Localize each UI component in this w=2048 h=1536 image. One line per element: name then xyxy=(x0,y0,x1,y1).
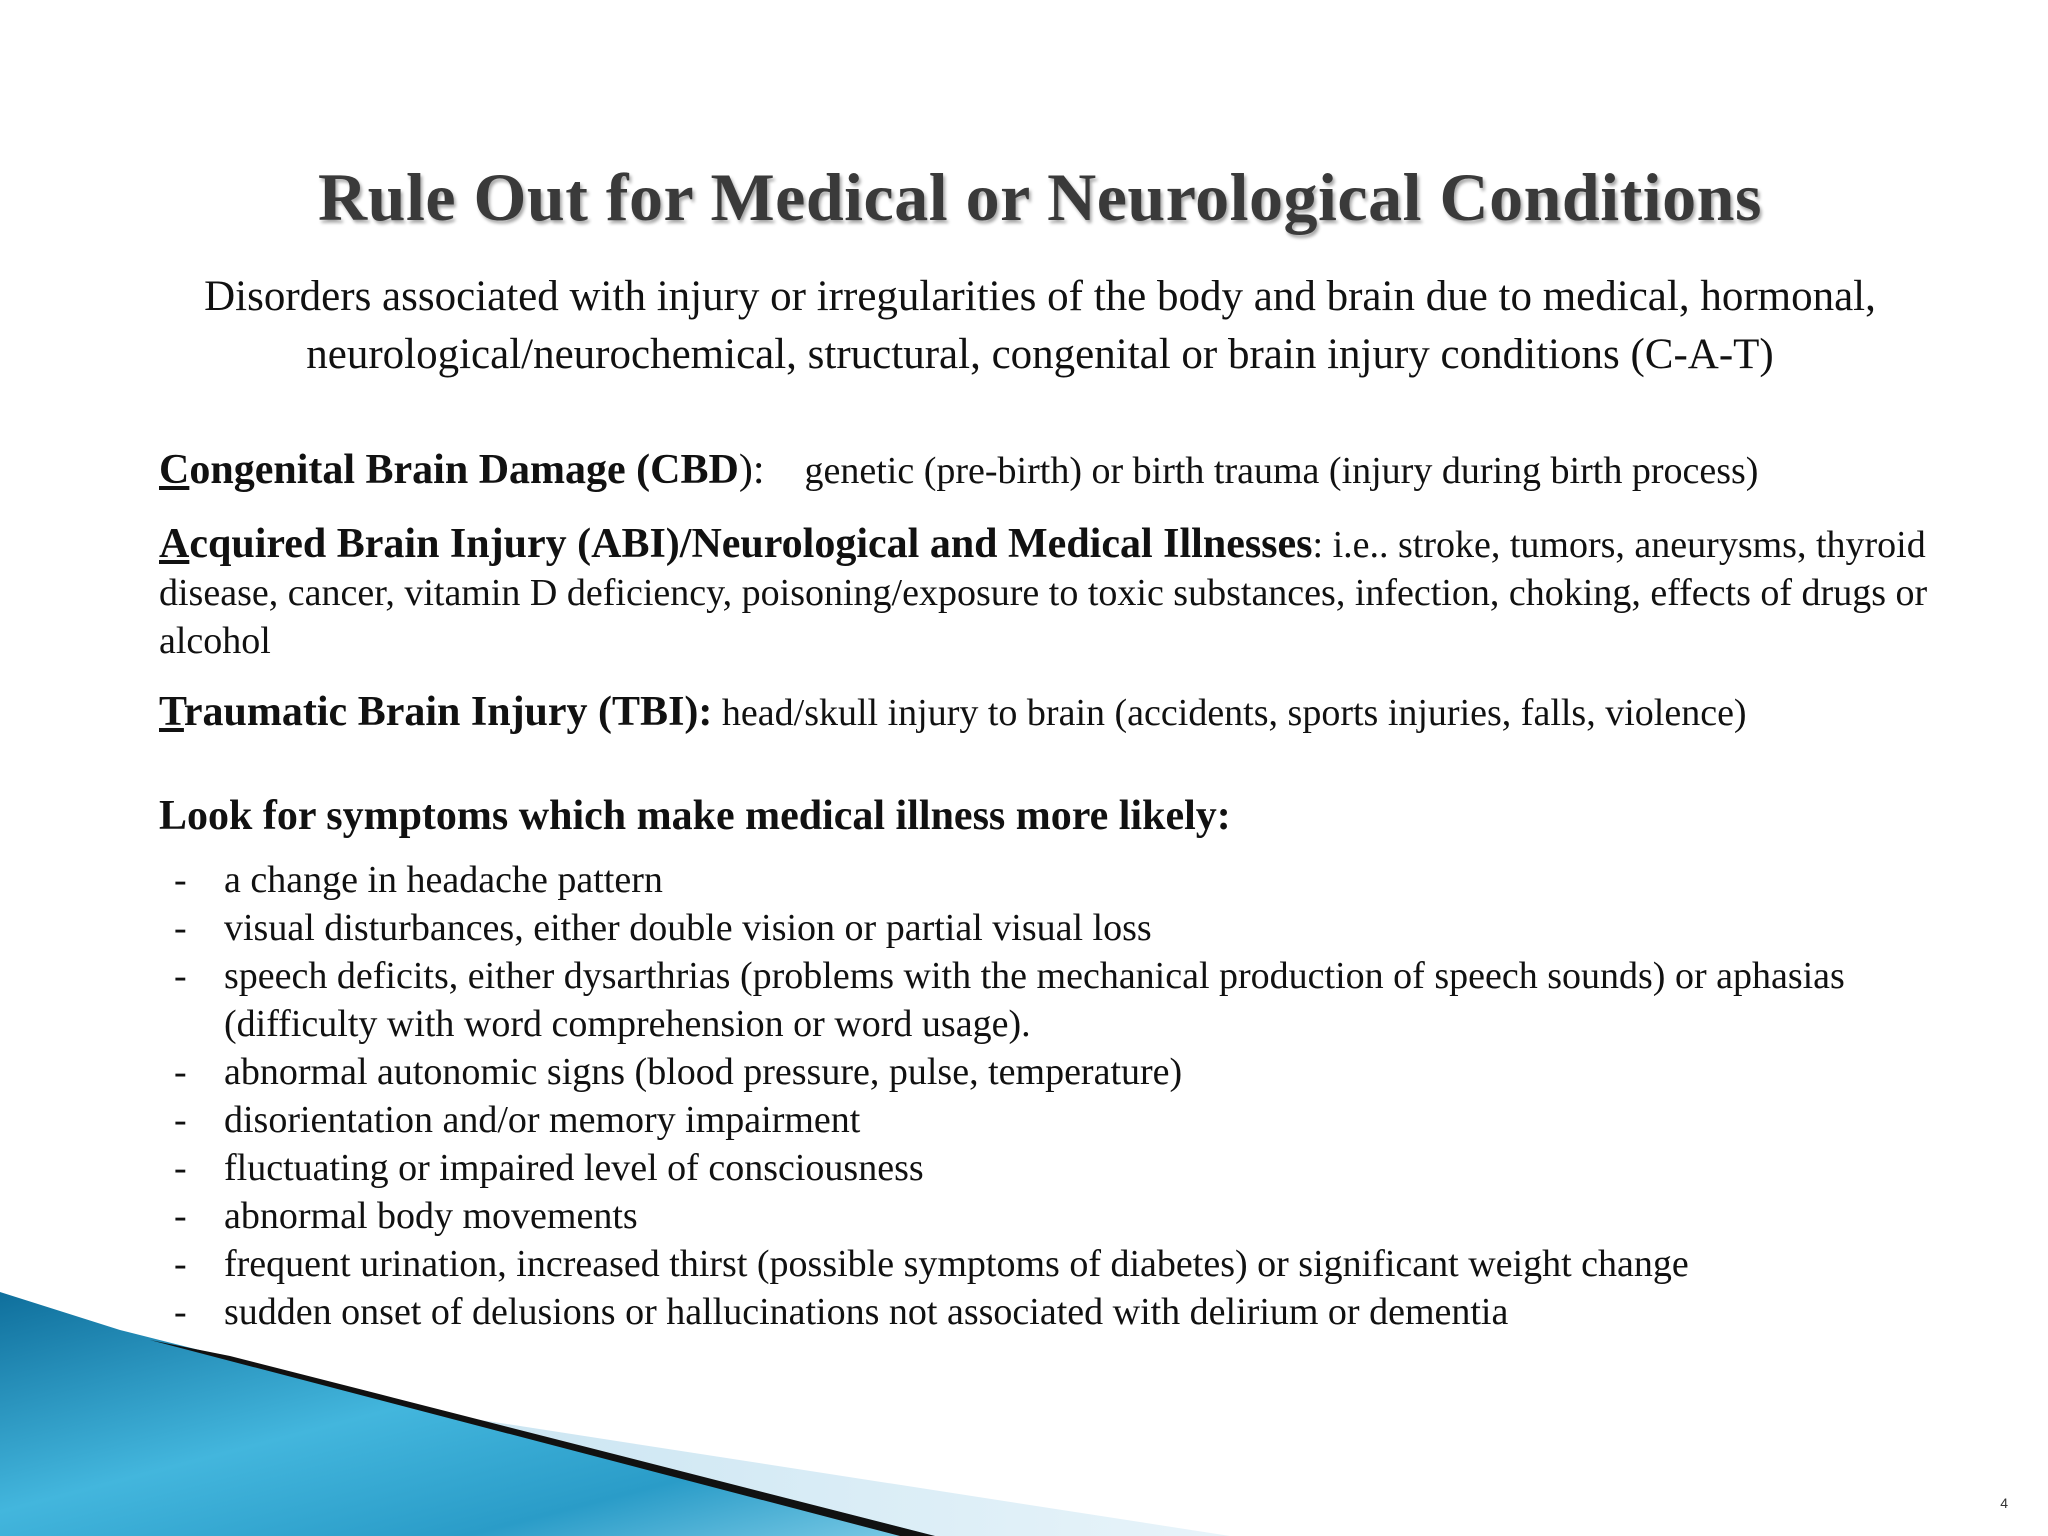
term-congenital-brain-damage: Congenital Brain Damage (CBD): genetic (pre-birth) or birth trauma (injury during birth process) xyxy=(159,447,1759,493)
term-name: Traumatic Brain Injury (TBI): xyxy=(159,689,713,735)
page-number: 4 xyxy=(2000,1495,2008,1511)
term-description: i.e.. stroke, tumors, aneurysms, thyroid disease, cancer, vitamin D deficiency, poisoning/exposure to toxic substances, infection, choking, effects of drugs or alcohol xyxy=(159,524,1928,662)
term-acquired-brain-injury: Acquired Brain Injury (ABI)/Neurological and Medical Illnesses: i.e.. stroke, tumors, aneurysms, thyroid disease, cancer, vitamin D deficiency, poisoning/exposure to toxic substances, infection, choking, effects of drugs or alcohol xyxy=(159,521,1928,662)
list-item: - visual disturbances, either double vision or partial visual loss xyxy=(174,907,1152,949)
term-initial: C xyxy=(159,447,190,493)
term-traumatic-brain-injury xyxy=(159,688,1959,737)
term-initial: T xyxy=(159,689,184,735)
slide-title: Rule Out for Medical or Neurological Conditions xyxy=(318,159,1762,235)
list-item: - disorientation and/or memory impairment xyxy=(174,1099,861,1141)
list-item: - fluctuating or impaired level of consciousness xyxy=(174,1147,924,1189)
term-name: Acquired Brain Injury (ABI)/Neurological and Medical Illnesses xyxy=(159,521,1313,567)
list-item: - sudden onset of delusions or hallucinations not associated with delirium or dementia xyxy=(174,1291,1509,1333)
slide-subtitle: Disorders associated with injury or irregularities of the body and brain due to medical, hormonal, neurological/neurochemical, structural, congenital or brain injury conditions (C-A-T) xyxy=(204,273,1876,378)
term-description: genetic (pre-birth) or birth trauma (injury during birth process) xyxy=(804,450,1759,492)
symptoms-heading: Look for symptoms which make medical illness more likely: xyxy=(159,793,1231,839)
list-item: - a change in headache pattern xyxy=(174,859,663,901)
term-description: head/skull injury to brain (accidents, sports injuries, falls, violence) xyxy=(712,692,1747,734)
list-item: - abnormal body movements xyxy=(174,1195,638,1237)
symptoms-list xyxy=(170,856,1960,1336)
term-initial: A xyxy=(159,521,190,567)
list-item: - abnormal autonomic signs (blood pressure, pulse, temperature) xyxy=(174,1051,1183,1093)
term-name: Congenital Brain Damage (CBD xyxy=(159,447,739,493)
list-item: - frequent urination, increased thirst (possible symptoms of diabetes) or significant weight change xyxy=(174,1243,1689,1285)
list-item: - speech deficits, either dysarthrias (problems with the mechanical production of speech sounds) or aphasias (difficulty with word comprehension or word usage). xyxy=(174,955,1845,1045)
